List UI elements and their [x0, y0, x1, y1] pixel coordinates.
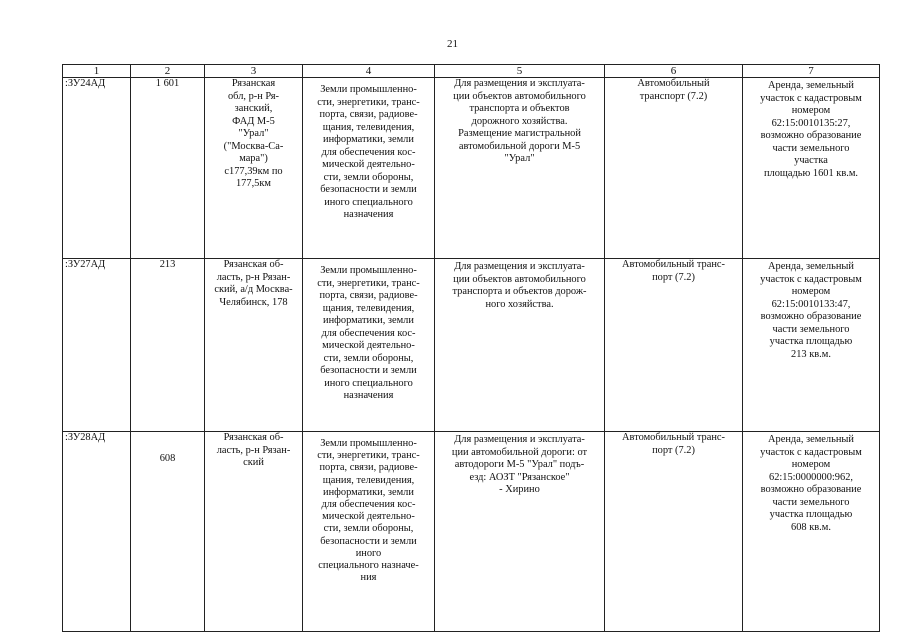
- plot-id-cell: :ЗУ24АД: [63, 78, 131, 259]
- table-row: [63, 259, 880, 432]
- location-cell: Рязанская об- ласть, р-н Рязан- ский: [205, 432, 303, 632]
- area-cell: 1 601: [131, 78, 205, 259]
- permitted-use-cell: Автомобильный транс- порт (7.2): [605, 432, 743, 632]
- permitted-use-cell: Автомобильный транспорт (7.2): [605, 78, 743, 259]
- column-header: 3: [205, 65, 303, 78]
- plot-id-cell: :ЗУ27АД: [63, 259, 131, 432]
- column-header: 4: [303, 65, 435, 78]
- rights-cell: Аренда, земельный участок с кадастровым номером 62:15:0000000:962, возможно образование части земельного участка площадью 608 кв.м.: [743, 432, 880, 632]
- table-row: [63, 78, 880, 259]
- location-cell: Рязанская обл, р-н Ря- занский, ФАД М-5 "Урал" ("Москва-Са- мара") с177,39км по 177,5км: [205, 78, 303, 259]
- plot-id-cell: :ЗУ28АД: [63, 432, 131, 632]
- area-cell: 213: [131, 259, 205, 432]
- rights-cell: Аренда, земельный участок с кадастровым номером 62:15:0010133:47, возможно образование части земельного участка площадью 213 кв.м.: [743, 259, 880, 432]
- column-header: 7: [743, 65, 880, 78]
- land-plots-table: [62, 64, 880, 632]
- location-cell: Рязанская об- ласть, р-н Рязан- ский, а/д Москва- Челябинск, 178: [205, 259, 303, 432]
- header-row: [63, 65, 880, 78]
- land-category-cell: Земли промышленно- сти, энергетики, транс- порта, связи, радиове- щания, телевидения, информатики, земли для обеспечения кос- мической деятельно- сти, земли обороны, безопасности и земли иного специального назначения: [303, 259, 435, 432]
- purpose-cell: Для размещения и эксплуата- ции объектов автомобильного транспорта и объектов дорож- ного хозяйства.: [435, 259, 605, 432]
- column-header: 5: [435, 65, 605, 78]
- table-row: [63, 432, 880, 632]
- column-header: 1: [63, 65, 131, 78]
- column-header: 6: [605, 65, 743, 78]
- land-category-cell: Земли промышленно- сти, энергетики, транс- порта, связи, радиове- щания, телевидения, информатики, земли для обеспечения кос- мической деятельно- сти, земли обороны, безопасности и земли иного специального назначения: [303, 78, 435, 259]
- land-category-cell: Земли промышленно- сти, энергетики, транс- порта, связи, радиове- щания, телевидения, информатики, земли для обеспечения кос- мической деятельно- сти, земли обороны, безопасности и земли иного специального назначе- ния: [303, 432, 435, 632]
- permitted-use-cell: Автомобильный транс- порт (7.2): [605, 259, 743, 432]
- purpose-cell: Для размещения и эксплуата- ции объектов автомобильного транспорта и объектов дорожного хозяйства. Размещение магистральной автомобильной дороги М-5 "Урал": [435, 78, 605, 259]
- area-cell: 608: [131, 432, 205, 632]
- page-number: 21: [447, 38, 458, 50]
- column-header: 2: [131, 65, 205, 78]
- purpose-cell: Для размещения и эксплуата- ции автомобильной дороги: от автодороги М-5 "Урал" подъ- езд: АОЗТ "Рязанское" - Хирино: [435, 432, 605, 632]
- rights-cell: Аренда, земельный участок с кадастровым номером 62:15:0010135:27, возможно образование части земельного участка площадью 1601 кв.м.: [743, 78, 880, 259]
